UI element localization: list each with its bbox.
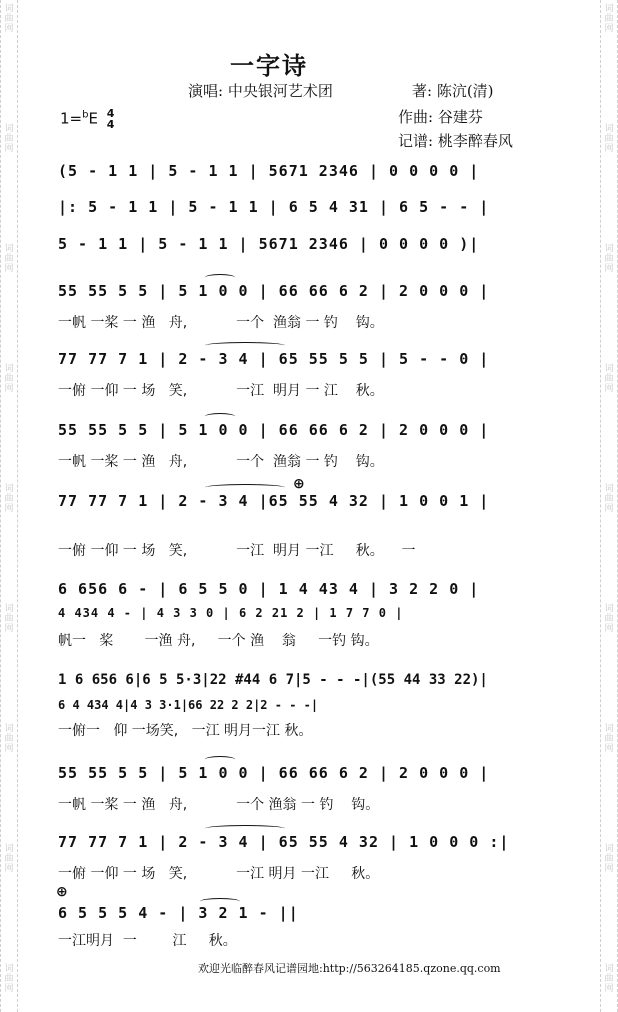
slur	[205, 413, 235, 420]
verse-1-lyrics: 一帆 一桨 一 渔 舟, 一个 渔翁 一 钓 钩。	[58, 315, 384, 331]
verse-4-notes: 77 77 7 1 | 2 - 3 4 |65 55 4 32 | 1 0 0 1 |	[58, 492, 490, 510]
harmony-2-top: 1 6 656 6|6 5 5·3|22 #44 6 7|5 - - -|(55 44 33 22)|	[58, 672, 488, 688]
watermark-text: 词曲网	[4, 124, 14, 154]
time-bottom: 4	[106, 118, 115, 131]
watermark-text: 词曲网	[604, 364, 614, 394]
slur	[205, 274, 235, 281]
reprise-1-lyrics: 一帆 一桨 一 渔 舟, 一个 渔翁 一 钓 钩。	[58, 797, 380, 813]
coda-sign: ⊕	[56, 884, 68, 900]
watermark-text: 词曲网	[4, 964, 14, 994]
slur	[205, 825, 285, 832]
composer-credit: 作曲: 谷建芬	[398, 108, 483, 126]
slur	[205, 342, 285, 349]
intro-line-3: 5 - 1 1 | 5 - 1 1 | 5671 2346 | 0 0 0 0 )|	[58, 235, 480, 253]
watermark-left	[0, 0, 18, 1012]
intro-line-1: (5 - 1 1 | 5 - 1 1 | 5671 2346 | 0 0 0 0 |	[58, 162, 480, 180]
reprise-2-notes: 77 77 7 1 | 2 - 3 4 | 65 55 4 32 | 1 0 0 0 :|	[58, 833, 510, 851]
coda-lyrics: 一江明月 一 江 秋。	[58, 933, 237, 949]
time-signature	[107, 108, 115, 130]
watermark-text: 词曲网	[604, 484, 614, 514]
intro-line-2: |: 5 - 1 1 | 5 - 1 1 | 6 5 4 31 | 6 5 - - |	[58, 198, 490, 216]
reprise-1-notes: 55 55 5 5 | 5 1 0 0 | 66 66 6 2 | 2 0 0 0 |	[58, 764, 490, 782]
song-title: 一字诗	[230, 51, 308, 80]
watermark-right	[600, 0, 618, 1012]
watermark-text: 词曲网	[604, 124, 614, 154]
slur	[205, 756, 235, 763]
coda-notes: 6 5 5 5 4 - | 3 2 1 - ||	[58, 904, 299, 922]
footer-link[interactable]: 欢迎光临醉春风记谱园地:http://563264185.qzone.qq.com	[198, 962, 501, 975]
harmony-1-bottom: 4 434 4 - | 4 3 3 0 | 6 2 21 2 | 1 7 7 0 |	[58, 606, 404, 620]
time-top: 4	[106, 107, 115, 120]
watermark-text: 词曲网	[4, 244, 14, 274]
coda-sign: ⊕	[293, 476, 305, 492]
reprise-2-lyrics: 一俯 一仰 一 场 笑, 一江 明月 一江 秋。	[58, 866, 380, 882]
watermark-text: 词曲网	[604, 724, 614, 754]
watermark-text: 词曲网	[604, 844, 614, 874]
transcriber-credit: 记谱: 桃李醉春风	[398, 132, 513, 150]
verse-3-lyrics: 一帆 一桨 一 渔 舟, 一个 渔翁 一 钓 钩。	[58, 454, 384, 470]
verse-2-notes: 77 77 7 1 | 2 - 3 4 | 65 55 5 5 | 5 - - 0 |	[58, 350, 490, 368]
watermark-text: 词曲网	[4, 724, 14, 754]
watermark-text: 词曲网	[604, 604, 614, 634]
harmony-1-lyrics: 帆一 桨 一渔 舟, 一个 渔 翁 一钓 钩。	[58, 633, 379, 649]
watermark-text: 词曲网	[4, 844, 14, 874]
watermark-text: 词曲网	[4, 604, 14, 634]
watermark-text: 词曲网	[604, 244, 614, 274]
watermark-text: 词曲网	[4, 484, 14, 514]
slur	[205, 484, 285, 491]
harmony-2-bottom: 6 4 434 4|4 3 3·1|66 22 2 2|2 - - -|	[58, 698, 319, 712]
key-note: E	[88, 109, 98, 128]
harmony-1-top: 6 656 6 - | 6 5 5 0 | 1 4 43 4 | 3 2 2 0 |	[58, 580, 480, 598]
watermark-text: 词曲网	[4, 364, 14, 394]
harmony-2-lyrics: 一俯一 仰 一场笑, 一江 明月一江 秋。	[58, 723, 313, 739]
verse-3-notes: 55 55 5 5 | 5 1 0 0 | 66 66 6 2 | 2 0 0 0 |	[58, 421, 490, 439]
singer-credit: 演唱: 中央银河艺术团	[188, 82, 333, 100]
flat-sign: b	[82, 109, 89, 121]
watermark-text: 词曲网	[4, 4, 14, 34]
verse-2-lyrics: 一俯 一仰 一 场 笑, 一江 明月 一 江 秋。	[58, 383, 384, 399]
key-prefix: 1=	[60, 109, 83, 128]
verse-1-notes: 55 55 5 5 | 5 1 0 0 | 66 66 6 2 | 2 0 0 0 |	[58, 282, 490, 300]
lyricist-credit: 著: 陈沆(清)	[412, 82, 494, 100]
verse-4-lyrics: 一俯 一仰 一 场 笑, 一江 明月 一江 秋。 一	[58, 543, 416, 559]
watermark-text: 词曲网	[604, 4, 614, 34]
watermark-text: 词曲网	[604, 964, 614, 994]
key-signature	[60, 108, 114, 130]
